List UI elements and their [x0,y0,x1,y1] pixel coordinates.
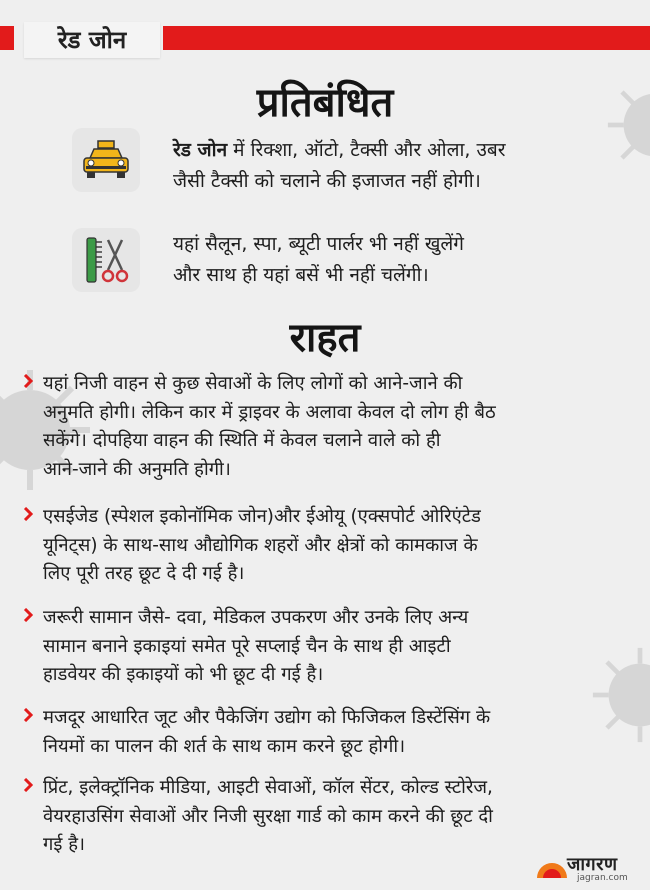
chevron-right-icon [23,708,33,722]
restricted-line: और साथ ही यहां बसें भी नहीं चलेंगी। [173,264,429,286]
chevron-right-icon [23,608,33,622]
relief-line: यहां निजी वाहन से कुछ सेवाओं के लिए लोगों को आने-जाने की [43,373,463,394]
relief-title: राहत [289,315,361,361]
relief-line: वेयरहाउसिंग सेवाओं और निजी सुरक्षा गार्ड को काम करने की छूट दी [43,805,493,827]
relief-line: मजदूर आधारित जूट और पैकेजिंग उद्योग को फिजिकल डिस्टेंसिंग के [43,707,491,728]
header-accent-mark [0,26,14,50]
relief-line: अनुमति होगी। लेकिन कार में ड्राइवर के अलावा केवल दो लोग ही बैठ [43,401,496,423]
relief-line: लिए पूरी तरह छूट दे दी गई है। [43,563,245,584]
relief-line: सकेंगे। दोपहिया वाहन की स्थिति में केवल चलाने वाले को ही [43,430,441,451]
relief-line: गई है। [43,834,85,855]
relief-line: जरूरी सामान जैसे- दवा, मेडिकल उपकरण और उनके लिए अन्य [43,607,469,628]
jagran-logo [535,850,647,888]
red-zone-bold: रेड जोन [173,139,228,161]
relief-line: नियमों का पालन की शर्त के साथ काम करने छूट होगी। [43,735,406,757]
chevron-right-icon [23,507,33,521]
header-stripe [163,26,650,50]
brand-url: jagran.com [577,873,628,883]
salon-icon-box [72,228,140,292]
restricted-item-text [173,135,633,197]
restricted-line: में रिक्शा, ऑटो, टैक्सी और ओला, उबर [227,139,506,161]
relief-line: यूनिट्स) के साथ-साथ औद्योगिक शहरों और क्षेत्रों को कामकाज के [43,534,478,556]
chevron-right-icon [23,778,33,792]
header-bar [0,22,650,58]
restricted-title: प्रतिबंधित [256,80,394,126]
brand-name: जागरण [567,854,618,875]
restricted-item-text [173,229,633,291]
relief-line: हाडवेयर की इकाइयों को भी छूट दी गई है। [43,664,324,685]
relief-line: एसईजेड (स्पेशल इकोनॉमिक जोन)और ईओयू (एक्सपोर्ट ओरिएंटेड [43,506,481,527]
relief-line: आने-जाने की अनुमति होगी। [43,458,231,480]
relief-line: सामान बनाने इकाइयां समेत पूरे सप्लाई चैन के साथ ही आइटी [43,635,451,657]
taxi-icon-box [72,128,140,192]
header-tag: रेड जोन [24,22,160,58]
restricted-line: जैसी टैक्सी को चलाने की इजाजत नहीं होगी। [173,170,481,192]
taxi-icon [72,128,140,192]
chevron-right-icon [23,374,33,388]
comb-scissors-icon [72,228,140,292]
restricted-line: यहां सैलून, स्पा, ब्यूटी पार्लर भी नहीं खुलेंगे [173,233,464,255]
sun-logo-icon [535,850,569,880]
relief-line: प्रिंट, इलेक्ट्रॉनिक मीडिया, आइटी सेवाओं, कॉल सेंटर, कोल्ड स्टोरेज, [43,777,493,798]
